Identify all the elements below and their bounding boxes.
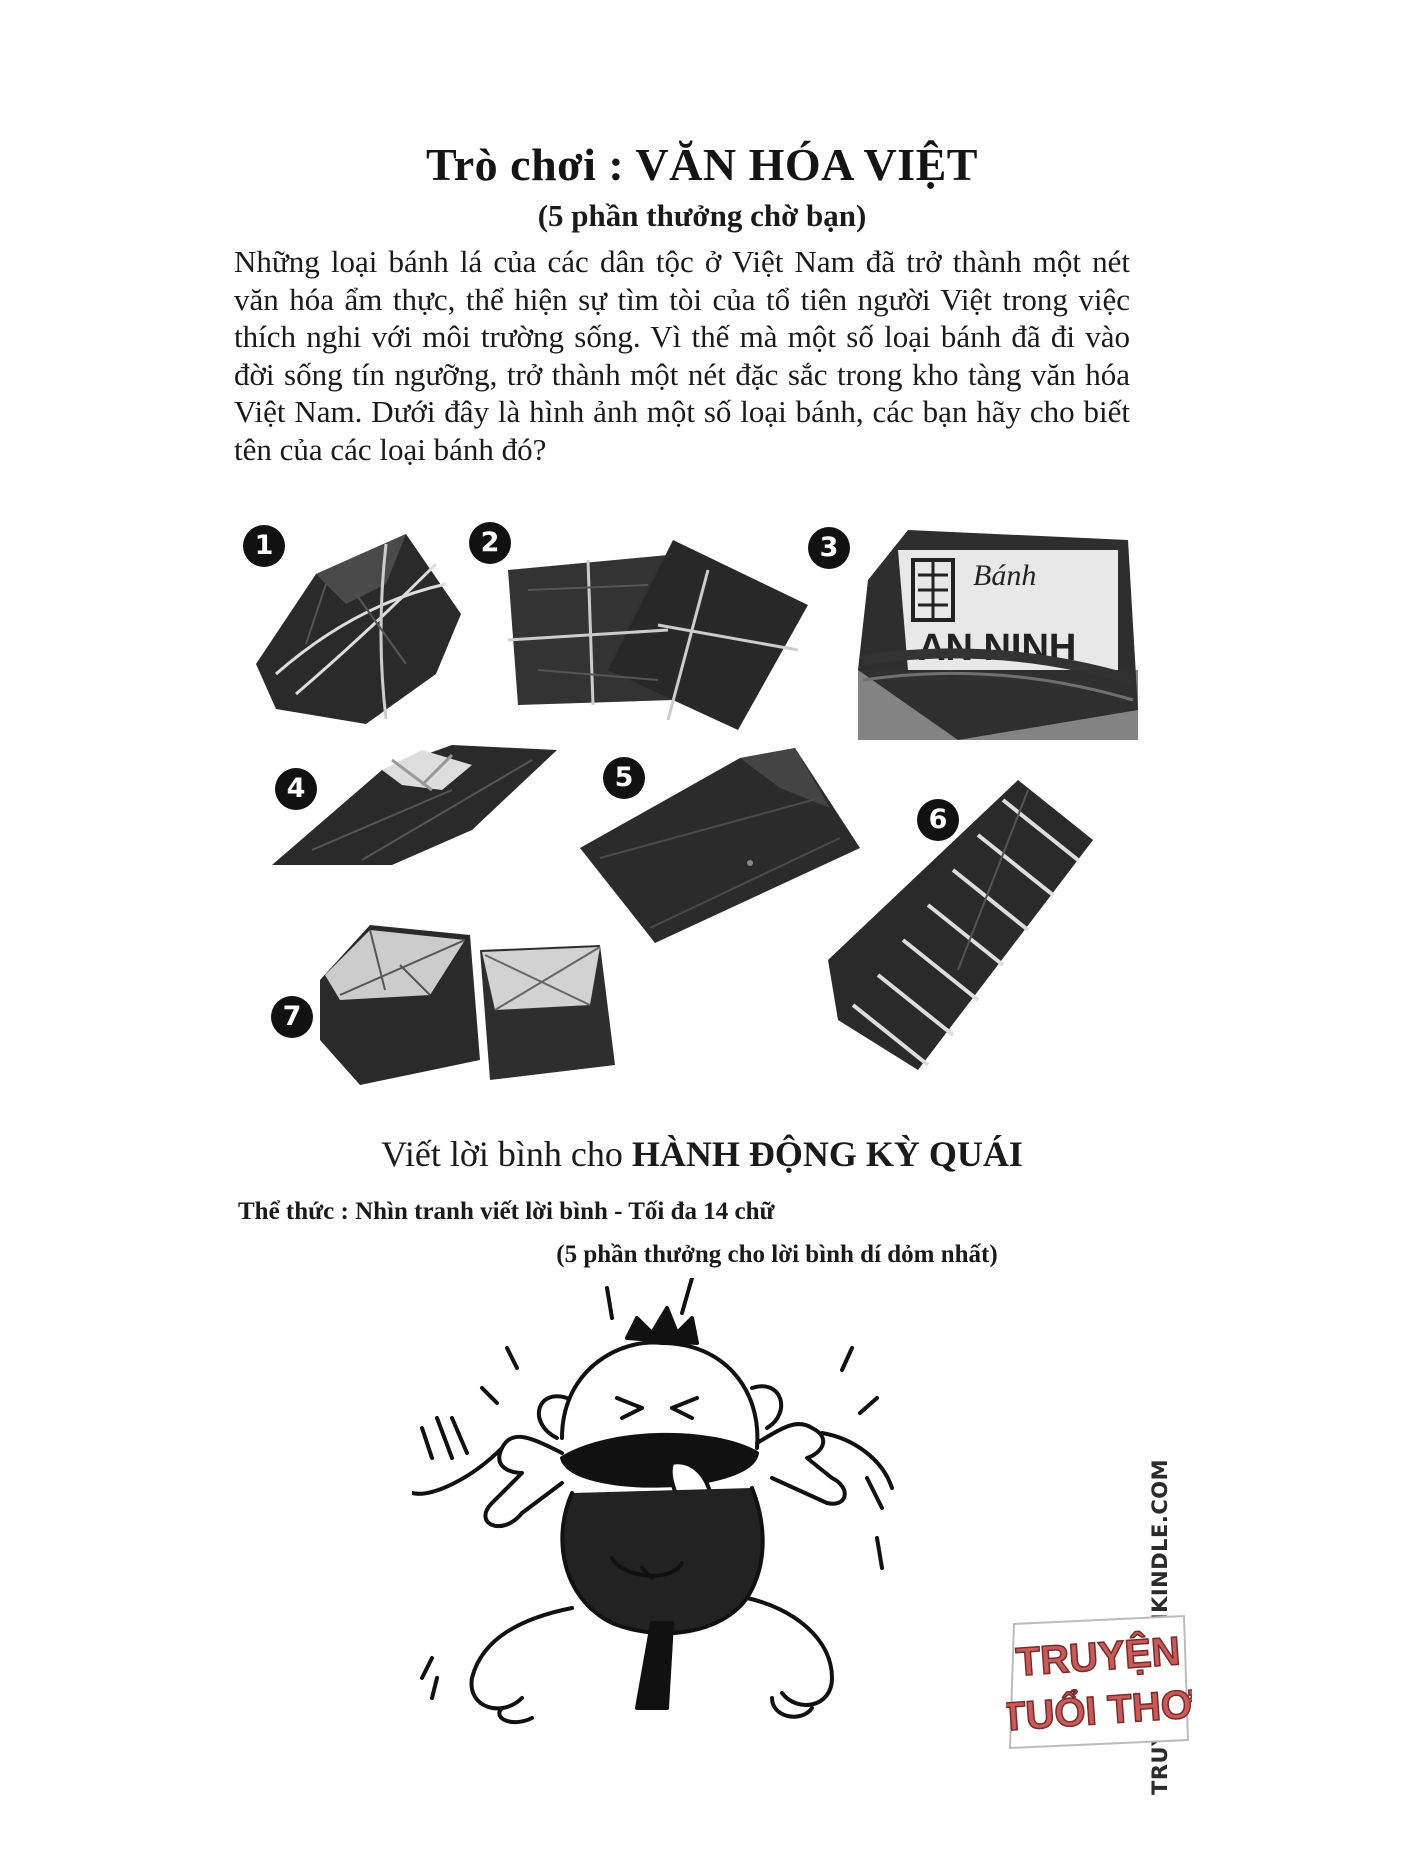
two-square-leaf-boxes-icon (320, 920, 620, 1090)
contest-heading-prefix: Viết lời bình cho (381, 1134, 623, 1174)
game-paragraph: Những loại bánh lá của các dân tộc ở Việt Nam đã trở thành một nét văn hóa ẩm thực, thể hiện sự tìm tòi của tổ tiên người Việt trong việc thích nghi với môi trường sống. Vì thế mà một số loại bánh đã đi vào đời sống tín ngưỡng, trở thành một nét đặc sắc trong kho tàng văn hóa Việt Nam. Dưới đây là hình ảnh một số loại bánh, các bạn hãy cho biết tên của các loại bánh đó? (234, 244, 1130, 467)
game-subtitle: (5 phần thưởng chờ bạn) (537, 198, 867, 233)
contest-heading-bold: HÀNH ĐỘNG KỲ QUÁI (631, 1134, 1023, 1174)
item-number-2: 2 (469, 522, 511, 564)
cylindrical-tied-leaf-cake-icon (828, 780, 1098, 1070)
item-number-6: 6 (917, 799, 959, 841)
logo-line1: TRUYỆN (1014, 1629, 1182, 1685)
game-title: Trò chơi : VĂN HÓA VIỆT (426, 139, 978, 190)
item-number-4: 4 (275, 768, 317, 810)
pyramid-folded-leaf-cake-icon (272, 730, 562, 870)
triangular-leaf-cake-icon (580, 748, 860, 943)
cartoon-boy-making-face-icon (412, 1278, 902, 1732)
item-number-7: 7 (271, 996, 313, 1038)
truyen-tuoi-tho-logo (1006, 1612, 1192, 1752)
package-label-big: AN NINH (918, 627, 1077, 669)
item-number-3: 3 (808, 527, 850, 569)
packaged-cake-with-label-icon (858, 520, 1138, 740)
logo-line2: TUỔI THƠ (1006, 1682, 1192, 1740)
square-leaf-wrapped-cake-icon (236, 524, 466, 724)
item-number-5: 5 (603, 757, 645, 799)
contest-heading (0, 1133, 1404, 1175)
item-number-1: 1 (243, 525, 285, 567)
contest-rule-line: Thể thức : Nhìn tranh viết lời bình - Tối đa 14 chữ (238, 1198, 775, 1225)
contest-prize-line: (5 phần thưởng cho lời bình dí dỏm nhất) (556, 1241, 998, 1268)
two-flat-leaf-wrapped-cakes-icon (508, 530, 818, 730)
package-label-script: Bánh (973, 559, 1037, 592)
